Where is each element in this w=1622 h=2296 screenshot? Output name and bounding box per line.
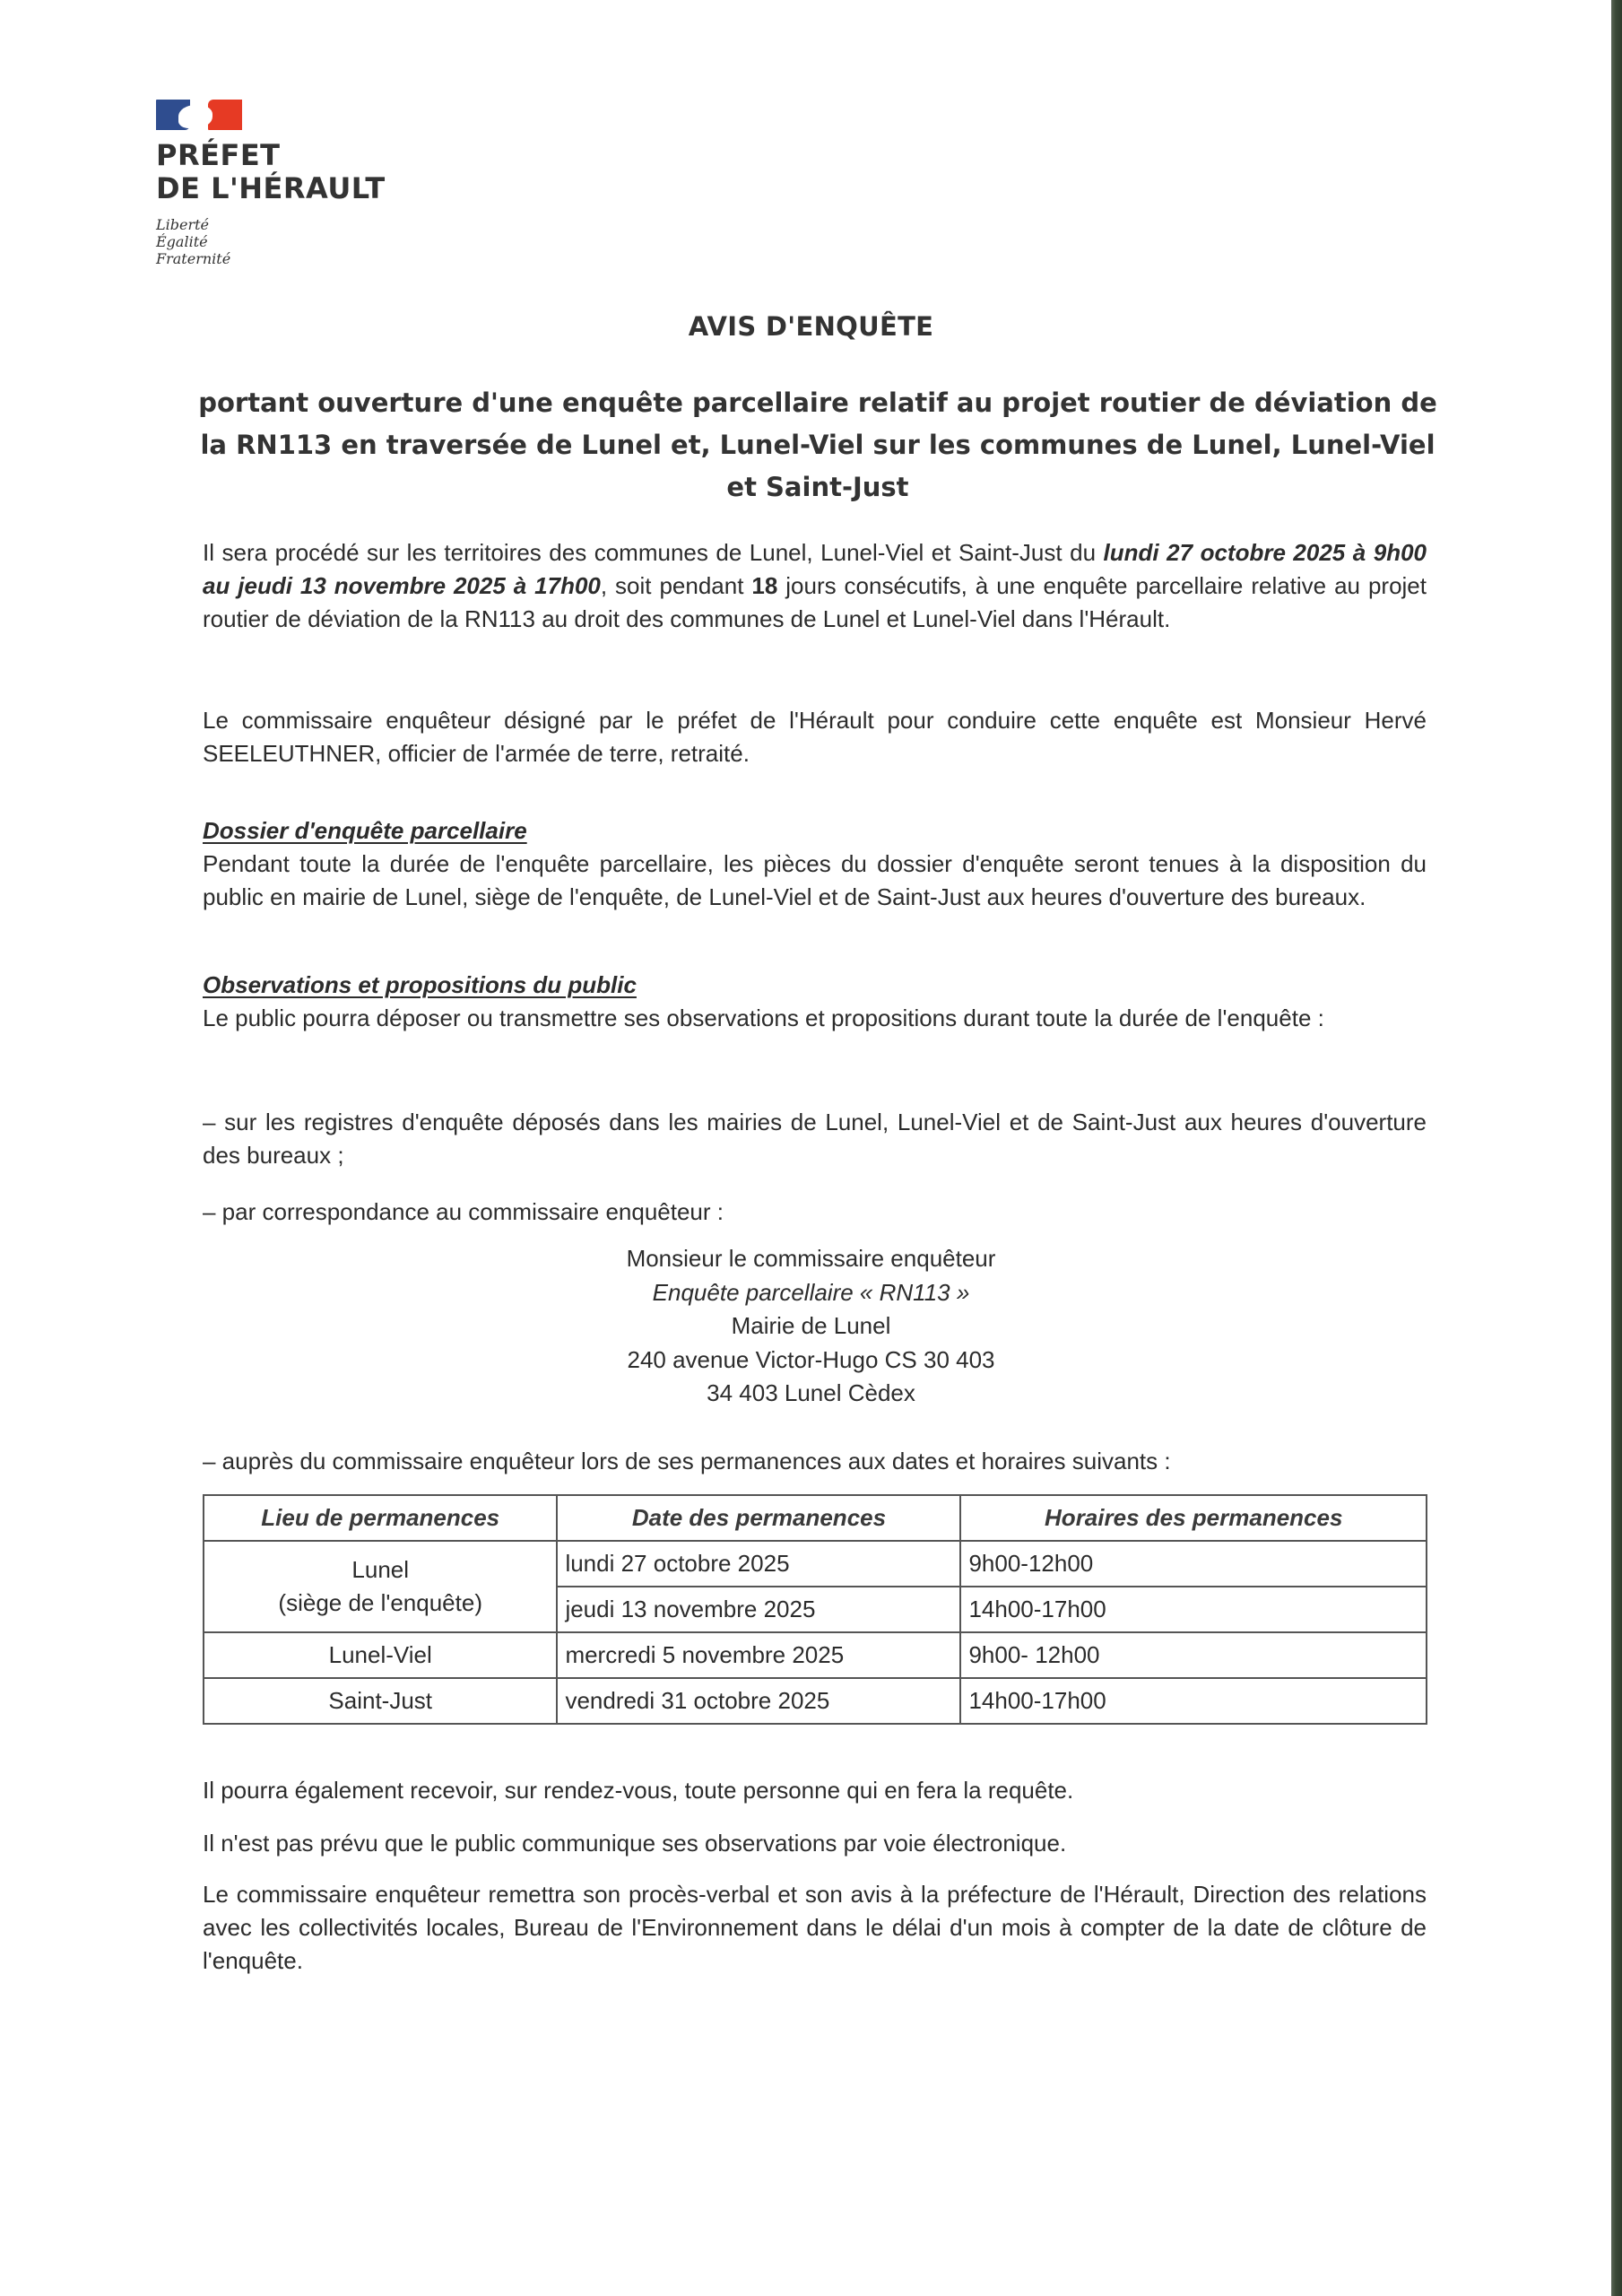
lieu-name: Lunel (351, 1556, 410, 1583)
observation-item-correspondance (203, 1196, 1427, 1229)
motto-liberte: Liberté (156, 216, 209, 233)
address-line-1: Monsieur le commissaire enquêteur (626, 1245, 996, 1272)
intro-text-1: Il sera procédé sur les territoires des communes de Lunel, Lunel-Viel et Saint-Just du (203, 539, 1104, 566)
closing-rendezvous (203, 1774, 1427, 1807)
postal-address (0, 1242, 1622, 1411)
observations-heading: Observations et propositions du public (203, 971, 637, 998)
table-row (204, 1541, 1427, 1587)
document-subtitle: portant ouverture d'une enquête parcellaire relatif au projet routier de déviation de la RN113 en traversée de Lunel et, Lunel-Viel sur les communes de Lunel, Lunel-Viel et Saint-Just (198, 387, 1437, 502)
header-horaires: Horaires des permanences (960, 1495, 1427, 1541)
inquiry-days-count: 18 (751, 572, 778, 599)
prefet-name (156, 139, 386, 205)
address-line-5: 34 403 Lunel Cèdex (707, 1379, 915, 1406)
lieu-note: (siège de l'enquête) (278, 1589, 482, 1616)
commissioner-paragraph (203, 704, 1427, 770)
cell-lieu: Lunel-Viel (204, 1632, 557, 1678)
cell-date: vendredi 31 octobre 2025 (557, 1678, 960, 1724)
dossier-section (203, 814, 1427, 914)
cell-date: jeudi 13 novembre 2025 (557, 1587, 960, 1632)
motto-fraternite: Fraternité (156, 250, 231, 267)
no-electronic-text: Il n'est pas prévu que le public communique ses observations par voie électronique. (203, 1830, 1067, 1857)
cell-horaire: 9h00- 12h00 (960, 1632, 1427, 1678)
rendezvous-text: Il pourra également recevoir, sur rendez-vous, toute personne qui en fera la requête. (203, 1777, 1074, 1804)
marianne-flag-icon (156, 100, 242, 130)
republic-motto (156, 216, 386, 267)
permanences-text: – auprès du commissaire enquêteur lors de ses permanences aux dates et horaires suivants : (203, 1448, 1171, 1474)
dossier-heading: Dossier d'enquête parcellaire (203, 817, 527, 844)
table-header-row (204, 1495, 1427, 1541)
address-line-3: Mairie de Lunel (731, 1312, 891, 1339)
registres-text: – sur les registres d'enquête déposés dans les mairies de Lunel, Lunel-Viel et de Saint-Just aux heures d'ouverture des bureaux ; (203, 1109, 1427, 1169)
permanences-table (203, 1494, 1427, 1725)
report-text: Le commissaire enquêteur remettra son procès-verbal et son avis à la préfecture de l'Hérault, Direction des relations avec les collectivités locales, Bureau de l'Environnement dans le délai d'un mois à compter de la date de clôture de l'enquête. (203, 1881, 1427, 1974)
prefecture-logo (156, 100, 386, 267)
prefet-line-1: PRÉFET (156, 138, 281, 172)
observation-item-registres (203, 1106, 1427, 1172)
header-date: Date des permanences (557, 1495, 960, 1541)
table-row (204, 1632, 1427, 1678)
observations-text: Le public pourra déposer ou transmettre ses observations et propositions durant toute la durée de l'enquête : (203, 1004, 1324, 1031)
closing-no-electronic (203, 1827, 1427, 1860)
intro-text-3: jours consécutifs, à une enquête parcellaire relative au projet routier de déviation de la RN113 au droit des communes de Lunel et Lunel-Viel dans l'Hérault. (203, 572, 1427, 632)
table-row (204, 1678, 1427, 1724)
address-line-2: Enquête parcellaire « RN113 » (652, 1278, 970, 1306)
cell-lieu (204, 1541, 557, 1632)
header-lieu: Lieu de permanences (204, 1495, 557, 1541)
cell-date: lundi 27 octobre 2025 (557, 1541, 960, 1587)
dossier-text: Pendant toute la durée de l'enquête parcellaire, les pièces du dossier d'enquête seront tenues à la disposition du public en mairie de Lunel, siège de l'enquête, de Lunel-Viel et de Saint-Just aux heures d'ouverture des bureaux. (203, 850, 1427, 910)
inquiry-period: lundi 27 octobre 2025 à 9h00 au jeudi 13 novembre 2025 à 17h00 (203, 539, 1427, 599)
commissioner-text: Le commissaire enquêteur désigné par le préfet de l'Hérault pour conduire cette enquête est Monsieur Hervé SEELEUTHNER, officier de l'armée de terre, retraité. (203, 707, 1427, 767)
correspondance-text: – par correspondance au commissaire enquêteur : (203, 1198, 724, 1225)
intro-text-2: , soit pendant (600, 572, 752, 599)
cell-horaire: 14h00-17h00 (960, 1587, 1427, 1632)
address-line-4: 240 avenue Victor-Hugo CS 30 403 (627, 1345, 995, 1373)
motto-egalite: Égalité (156, 233, 208, 250)
observations-section (203, 969, 1427, 1035)
closing-report (203, 1878, 1427, 1978)
cell-horaire: 14h00-17h00 (960, 1678, 1427, 1724)
intro-paragraph (203, 536, 1427, 636)
cell-date: mercredi 5 novembre 2025 (557, 1632, 960, 1678)
document-title: AVIS D'ENQUÊTE (688, 311, 934, 342)
observation-item-permanences (203, 1445, 1427, 1478)
prefet-line-2: DE L'HÉRAULT (156, 171, 386, 205)
cell-lieu: Saint-Just (204, 1678, 557, 1724)
cell-horaire: 9h00-12h00 (960, 1541, 1427, 1587)
scan-border (1611, 0, 1622, 2296)
